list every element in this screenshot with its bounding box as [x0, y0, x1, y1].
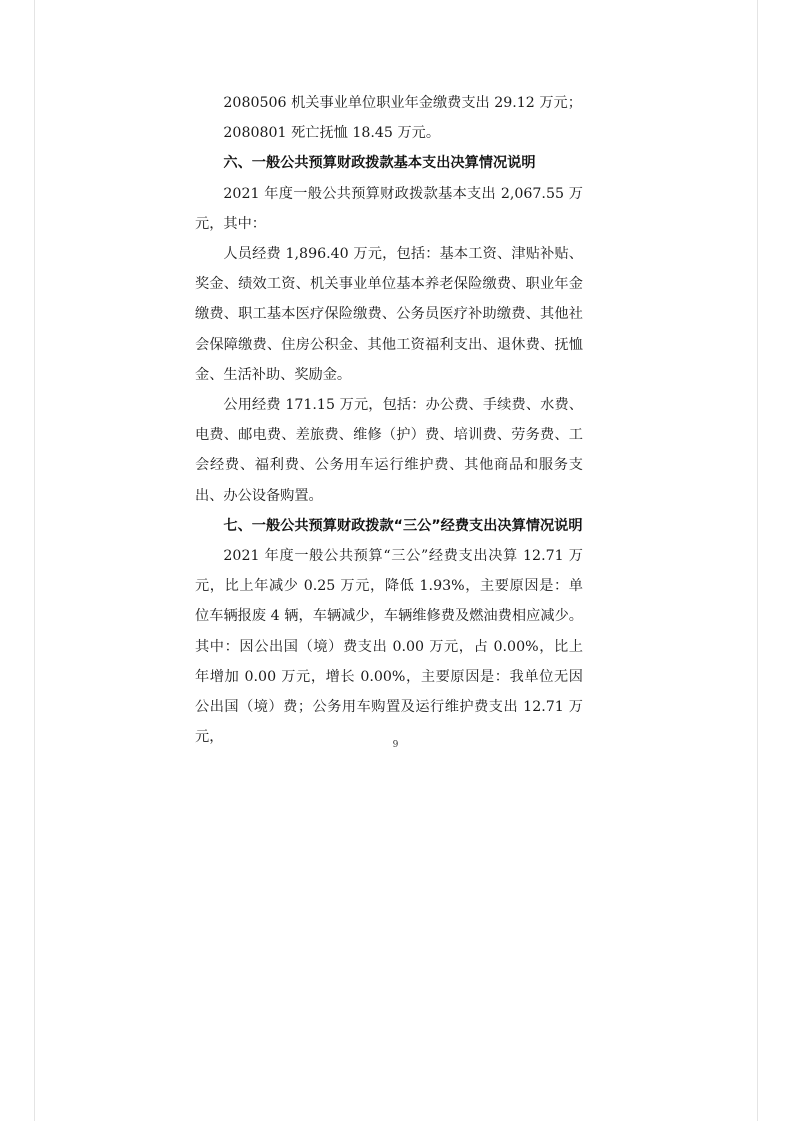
paragraph-personnel-expenses: 人员经费 1,896.40 万元，包括：基本工资、津贴补贴、奖金、绩效工资、机关事业单位基本养老保险缴费、职业年金缴费、职工基本医疗保险缴费、公务员医疗补助缴费、其他社会保障缴费、住房公积金、其他工资福利支出、退休费、抚恤金、生活补助、奖励金。 [195, 246, 583, 383]
paragraph-death-compensation: 2080801 死亡抚恤 18.45 万元。 [223, 125, 441, 142]
paragraph-public-expenses: 公用经费 171.15 万元，包括：办公费、手续费、水费、电费、邮电费、差旅费、维修（护）费、培训费、劳务费、工会经费、福利费、公务用车运行维护费、其他商品和服务支出、办公设备购置。 [195, 397, 583, 504]
document-body [195, 88, 583, 752]
page-number: 9 [392, 740, 399, 750]
page-left-border [34, 0, 35, 1121]
paragraph-basic-expenditure: 2021 年度一般公共预算财政拨款基本支出 2,067.55 万元，其中： [195, 185, 583, 232]
page-right-border [757, 0, 758, 1121]
paragraph-three-public-expenses: 2021 年度一般公共预算“三公”经费支出决算 12.71 万元，比上年减少 0.25 万元，降低 1.93%，主要原因是：单位车辆报废 4 辆，车辆减少，车辆维修费及燃油费相应减少。其中：因公出国（境）费支出 0.00 万元，占 0.00%，比上年增加 0.00 万元，增长 0.00%，主要原因是：我单位无因公出国（境）费；公务用车购置及运行维护费支出 12.71 万元， [195, 548, 583, 746]
section-heading-7: 七、一般公共预算财政拨款“三公”经费支出决算情况说明 [223, 517, 583, 534]
section-heading-6: 六、一般公共预算财政拨款基本支出决算情况说明 [223, 155, 536, 172]
paragraph-pension-occupational: 2080506 机关事业单位职业年金缴费支出 29.12 万元； [223, 95, 582, 111]
